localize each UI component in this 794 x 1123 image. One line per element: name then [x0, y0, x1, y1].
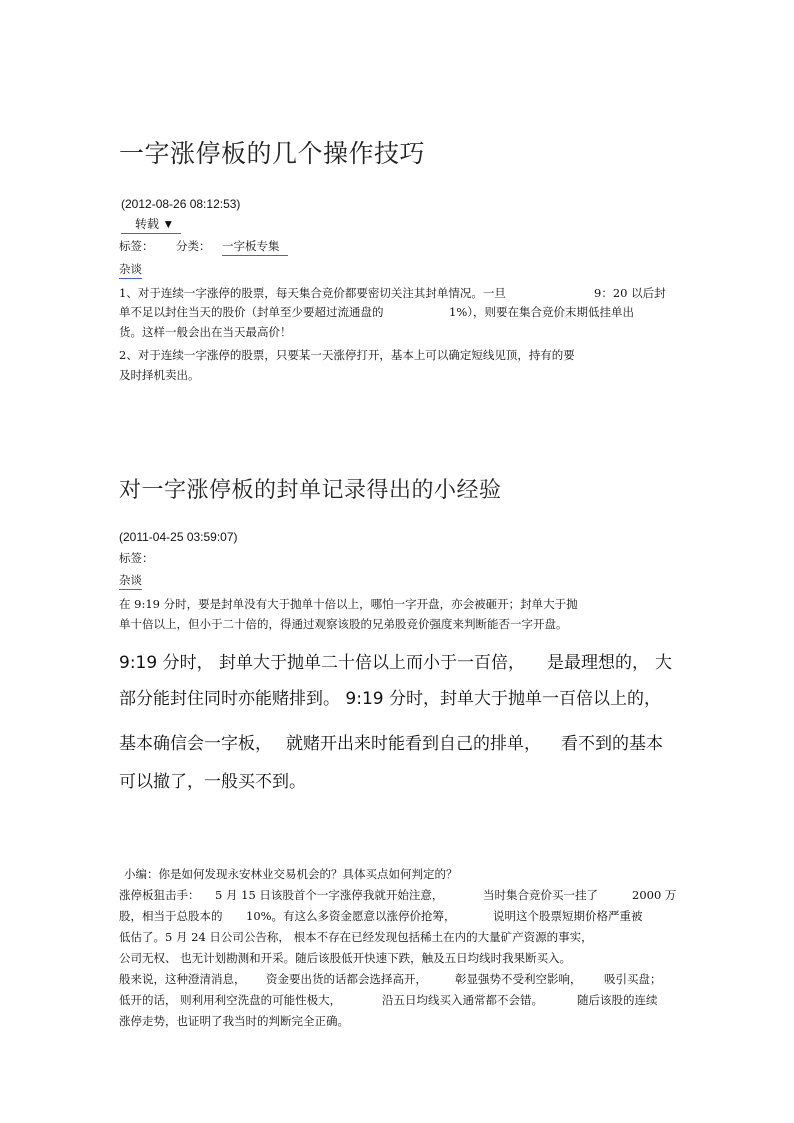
- interview-l6c: 随后该股的连续: [577, 993, 658, 1007]
- article1-p1-line3: 货。这样一般会出在当天最高价！: [119, 325, 292, 339]
- article2-tag-label: 标签：: [119, 551, 154, 565]
- article2-big-line3a: 基本确信会一字板，: [119, 734, 272, 754]
- interview-l7: 涨停走势，也证明了我当时的判断完全正确。: [119, 1014, 349, 1028]
- article2-big-line1a: 9:19 分时， 封单大于抛单二十倍以上而小于一百倍，: [119, 653, 525, 673]
- interview-l1a: 涨停板狙击手：: [119, 888, 200, 902]
- article1-p1-line1b: 9：20 以后封: [594, 286, 666, 300]
- article2-big-line3c: 看不到的基本: [561, 734, 663, 754]
- article1-p1-line2a: 单不足以封住当天的股价（封单至少要超过流通盘的: [119, 305, 384, 319]
- article1-title: 一字涨停板的几个操作技巧: [119, 139, 426, 168]
- article1-p1-line1a: 1、对于连续一字涨停的股票，每天集合竞价都要密切关注其封单情况。一旦: [119, 286, 506, 300]
- interview-l2b: 10%。有这么多资金愿意以涨停价抢筹，: [246, 909, 456, 923]
- interview-l5d: 吸引买盘；: [604, 972, 662, 986]
- article1-date: (2012-08-26 08:12:53): [121, 197, 241, 211]
- article2-big-line1b: 是最理想的，: [547, 653, 649, 673]
- article2-p1-line1: 在 9:19 分时，要是封单没有大于抛单十倍以上，哪怕一字开盘，亦会被砸开；封单大于抛: [119, 597, 578, 611]
- interview-l1d: 2000 万: [632, 888, 677, 902]
- article2-big-line2: 部分能封住同时亦能赌排到。 9:19 分时，封单大于抛单一百倍以上的，: [119, 689, 661, 709]
- article2-date: (2011-04-25 03:59:07): [119, 530, 238, 544]
- interview-l2a: 股，相当于总股本的: [119, 909, 223, 923]
- repost-button[interactable]: 转载 ▼: [121, 215, 181, 234]
- article2-big-line4: 可以撤了，一般买不到。: [119, 772, 306, 792]
- article1-p2-line2: 及时择机卖出。: [119, 368, 200, 382]
- category-link[interactable]: 一字板专集: [222, 238, 288, 256]
- article2-title: 对一字涨停板的封单记录得出的小经验: [119, 478, 502, 503]
- interview-l6b: 沿五日均线买入通常都不会错。: [382, 993, 543, 1007]
- article2-big-line3b: 就赌开出来时能看到自己的排单，: [286, 734, 541, 754]
- interview-l2c: 说明这个股票短期价格严重被: [493, 909, 643, 923]
- article2-tag-link[interactable]: 杂谈: [119, 572, 142, 590]
- interview-l1b: 5 月 15 日该股首个一字涨停我就开始注意，: [215, 888, 444, 902]
- article1-tag-link[interactable]: 杂谈: [119, 261, 142, 279]
- interview-l1c: 当时集合竞价买一挂了: [483, 888, 598, 902]
- article1-tag-label: 标签：: [119, 239, 154, 253]
- article1-category-label: 分类：: [176, 239, 211, 253]
- interview-question: 小编：你是如何发现永安林业交易机会的？具体买点如何判定的？: [124, 867, 458, 881]
- article1-p2-line1: 2、对于连续一字涨停的股票，只要某一天涨停打开，基本上可以确定短线见顶，持有的要: [119, 348, 575, 362]
- interview-l5a: 般来说，这种澄清消息，: [119, 972, 246, 986]
- interview-l6a: 低开的话， 则利用利空洗盘的可能性极大，: [119, 993, 342, 1007]
- interview-l5b: 资金要出货的话都会选择高开，: [266, 972, 427, 986]
- article2-p1-line2: 单十倍以上，但小于二十倍的，得通过观察该股的兄弟股竞价强度来判断能否一字开盘。: [119, 617, 568, 631]
- interview-l4: 公司无权、 也无计划勘测和开采。随后该股低开快速下跌，触及五日均线时我果断买入。: [119, 951, 572, 965]
- interview-l5c: 彰显强势不受利空影响，: [455, 972, 582, 986]
- article2-big-line1c: 大: [655, 653, 672, 673]
- article1-p1-line2b: 1%），则要在集合竞价末期低挂单出: [449, 305, 634, 319]
- interview-l3: 低估了。5 月 24 日公司公告称， 根本不存在已经发现包括稀土在内的大量矿产资源的事实，: [119, 930, 593, 944]
